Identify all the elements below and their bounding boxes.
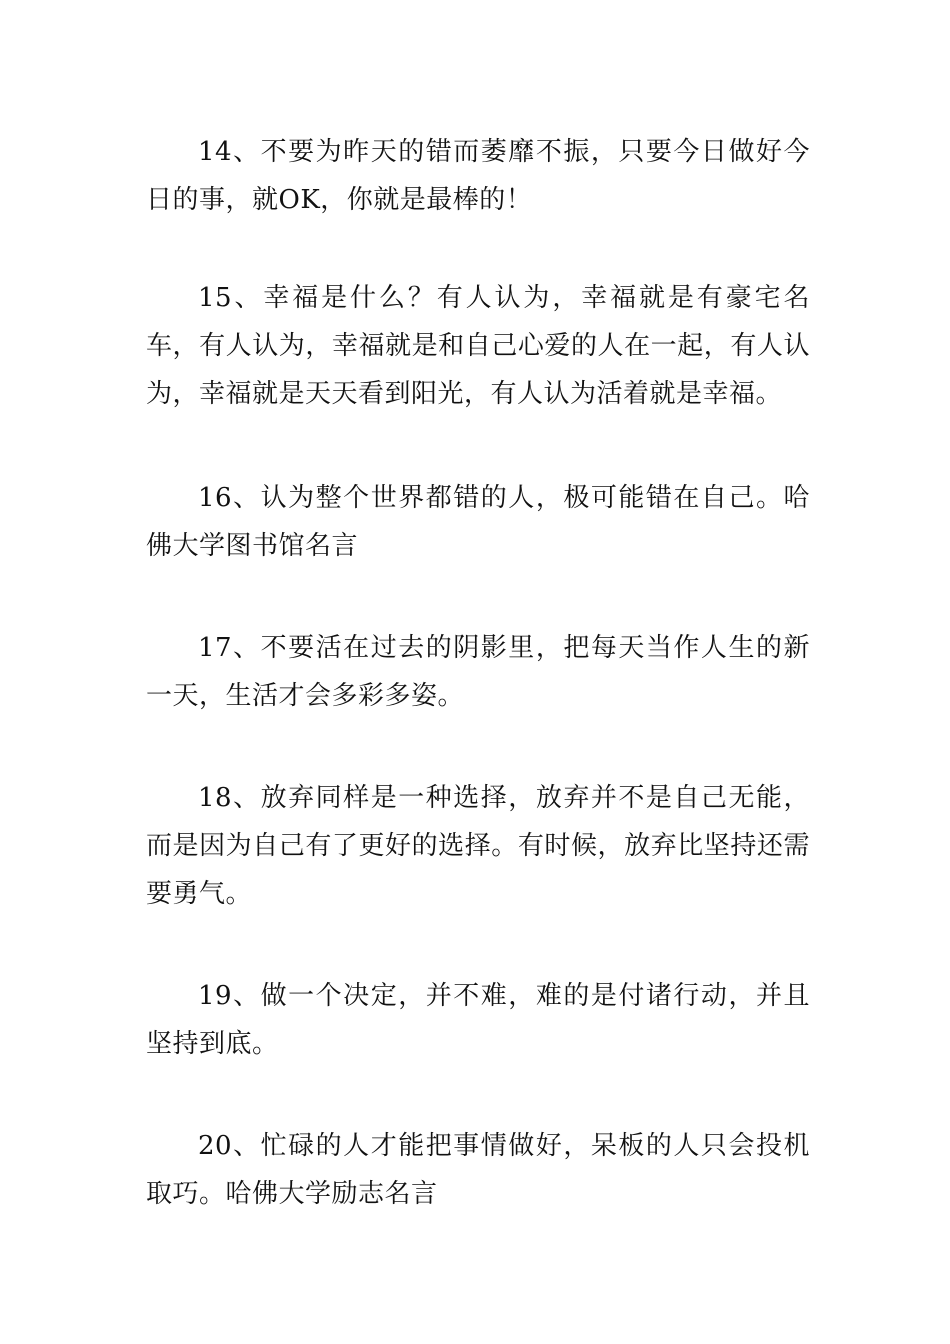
quote-paragraph-19: 19、做一个决定，并不难，难的是付诸行动，并且坚持到底。: [146, 981, 810, 1059]
quote-paragraph-18: 18、放弃同样是一种选择，放弃并不是自己无能，而是因为自己有了更好的选择。有时候，放弃比坚持还需要勇气。: [146, 783, 810, 909]
quote-paragraph-14: 14、不要为昨天的错而萎靡不振，只要今日做好今日的事，就OK，你就是最棒的！: [146, 137, 810, 215]
quote-paragraph-17: 17、不要活在过去的阴影里，把每天当作人生的新一天，生活才会多彩多姿。: [146, 633, 810, 711]
quote-paragraph-20: 20、忙碌的人才能把事情做好，呆板的人只会投机取巧。哈佛大学励志名言: [146, 1131, 810, 1209]
quote-paragraph-16: 16、认为整个世界都错的人，极可能错在自己。哈佛大学图书馆名言: [146, 483, 810, 561]
quote-paragraph-15: 15、幸福是什么？有人认为，幸福就是有豪宅名车，有人认为，幸福就是和自己心爱的人在一起，有人认为，幸福就是天天看到阳光，有人认为活着就是幸福。: [146, 283, 810, 409]
